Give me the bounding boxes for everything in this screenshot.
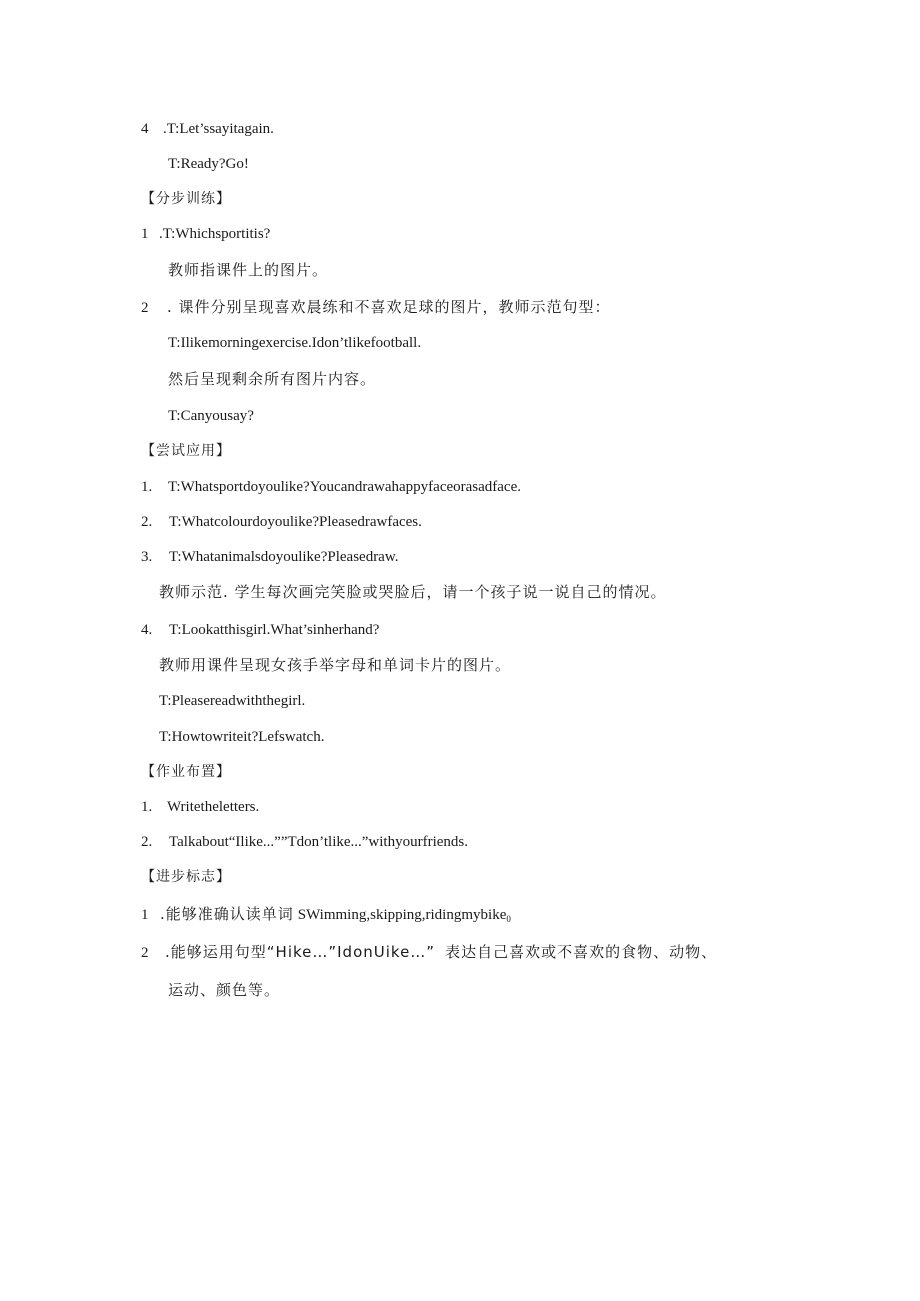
list-text: .T:Whichsportitis?	[159, 226, 271, 242]
try-item-3	[141, 547, 398, 567]
step-item-2-note: 然后呈现剩余所有图片内容。	[168, 370, 377, 388]
list-number: 2.	[141, 514, 153, 530]
list-number: 4.	[141, 622, 153, 638]
list-number: 4	[141, 121, 149, 137]
list-text-b: 表达自己喜欢或不喜欢的食物、动物、	[445, 943, 718, 961]
list-number: 1	[141, 907, 149, 923]
try-item-4-note: 教师用课件呈现女孩手举字母和单词卡片的图片。	[159, 656, 512, 674]
list-text-en: SWimming,skipping,ridingmybike	[297, 907, 507, 923]
heading-homework: 【作业布置】	[141, 764, 231, 780]
try-item-4	[141, 620, 379, 640]
list-text: Writetheletters.	[167, 799, 260, 815]
step-item-2	[141, 297, 611, 318]
try-item-2	[141, 512, 422, 532]
list-number: 1.	[141, 479, 153, 495]
list-subscript: 0	[506, 914, 511, 924]
try-item-4-line2: T:Pleasereadwiththegirl.	[159, 693, 306, 709]
step-item-1	[141, 224, 270, 244]
progress-item-2-continuation: 运动、颜色等。	[168, 981, 281, 999]
step-item-2-prompt: T:Canyousay?	[168, 408, 254, 424]
list-number: 2	[141, 300, 149, 316]
list-text: . 课件分别呈现喜欢晨练和不喜欢足球的图片，教师示范句型：	[167, 298, 611, 316]
intro-item-4	[141, 119, 274, 139]
homework-item-1	[141, 797, 259, 817]
heading-step-training: 【分步训练】	[141, 191, 231, 207]
progress-item-1	[141, 904, 511, 929]
step-item-2-example: T:Ilikemorningexercise.Idon’tlikefootball.	[168, 335, 422, 351]
list-text: T:Whatanimalsdoyoulike?Pleasedraw.	[169, 549, 399, 565]
homework-item-2	[141, 832, 468, 852]
try-item-4-line3: T:Howtowriteit?Lefswatch.	[159, 729, 325, 745]
list-text: T:Whatcolourdoyoulike?Pleasedrawfaces.	[169, 514, 422, 530]
list-text: .T:Let’ssayitagain.	[163, 121, 274, 137]
list-number: 3.	[141, 549, 153, 565]
heading-try-apply: 【尝试应用】	[141, 443, 231, 459]
step-item-1-note: 教师指课件上的图片。	[168, 261, 329, 279]
try-item-1	[141, 477, 521, 497]
list-number: 2	[141, 945, 149, 961]
list-text-cn: .能够准确认读单词	[160, 905, 294, 923]
list-text: Talkabout“Ilike...””Tdon’tlike...”withyourfriends.	[169, 834, 468, 850]
try-item-3-note: 教师示范. 学生每次画完笑脸或哭脸后，请一个孩子说一说自己的情况。	[159, 583, 667, 601]
list-text: T:Whatsportdoyoulike?Youcandrawahappyfaceorasadface.	[168, 479, 521, 495]
heading-progress: 【进步标志】	[141, 869, 231, 885]
ready-line: T:Ready?Go!	[168, 156, 249, 172]
list-number: 1.	[141, 799, 153, 815]
list-number: 1	[141, 226, 149, 242]
list-text: T:Lookatthisgirl.What’sinherhand?	[169, 622, 380, 638]
list-number: 2.	[141, 834, 153, 850]
progress-item-2	[141, 942, 717, 963]
list-text-a: .能够运用句型“Hike…”IdonUike…”	[165, 943, 436, 961]
